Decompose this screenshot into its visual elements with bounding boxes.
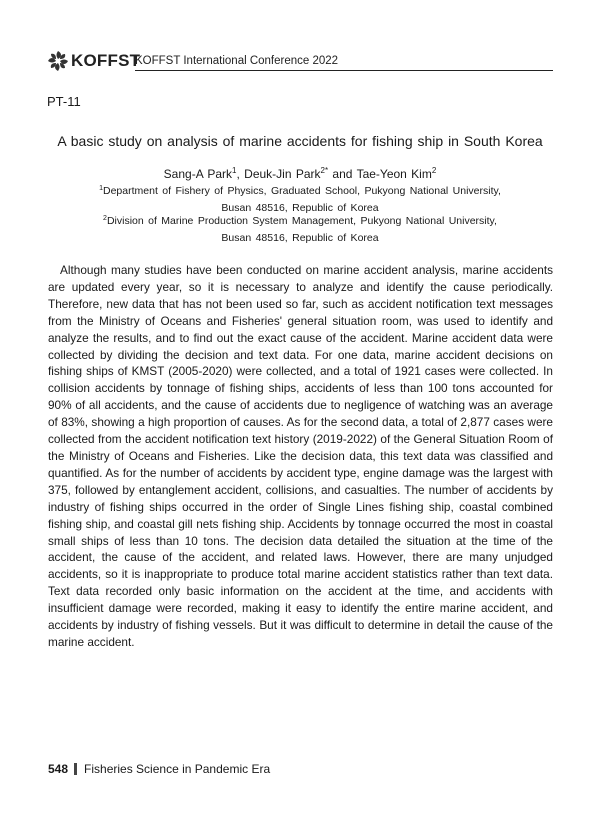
koffst-logo bbox=[47, 50, 140, 72]
affil-mark: 1 bbox=[99, 185, 103, 192]
affil-mark: 2 bbox=[103, 215, 107, 222]
book-title: Fisheries Science in Pandemic Era bbox=[84, 762, 271, 776]
footer-separator bbox=[74, 763, 77, 775]
author-list bbox=[0, 167, 600, 181]
author-separator: , bbox=[236, 167, 245, 181]
affil-line: Busan 48516, Republic of Korea bbox=[221, 231, 379, 244]
paper-title: A basic study on analysis of marine accidents for fishing ship in South Korea bbox=[57, 133, 543, 149]
paper-code: PT-11 bbox=[47, 94, 81, 109]
affil-line: Division of Marine Production System Management, Pukyong National University, bbox=[106, 215, 497, 227]
author-name: Tae-Yeon Kim bbox=[356, 167, 432, 181]
author-name: Deuk-Jin Park bbox=[244, 167, 321, 181]
author-name: Sang-A Park bbox=[163, 167, 233, 181]
affil-line: Busan 48516, Republic of Korea bbox=[221, 201, 379, 214]
conference-name: KOFFST International Conference 2022 bbox=[135, 55, 339, 67]
logo-text: KOFFST bbox=[71, 51, 141, 70]
page-footer bbox=[48, 762, 270, 776]
page-number: 548 bbox=[48, 762, 69, 776]
author-affil-mark: 1 bbox=[232, 166, 237, 175]
header-rule bbox=[135, 70, 553, 71]
koffst-logo-icon bbox=[47, 50, 69, 72]
abstract-body: Although many studies have been conducted on marine accident analysis, marine accidents are updated every year, so it is necessary to analyze and identify the cause periodically. Therefore, new data that has not been used so far, such as accident notification text messages from the Ministry of Oceans and Fisheries' general situation room, was used to identify and analyze the results, and to find out the exact cause of the accident. Marine accident data were collected by dividing the decision and text data. For one data, marine accident decisions on fishing ships of KMST (2005-2020) were collected, and a total of 1921 cases were collected. In collision accidents by tonnage of fishing ships, accidents of less than 100 tons accounted for 90% of all accidents, and the cause of accidents due to negligence of watching was an average of 83%, showing a high proportion of causes. As for the second data, a total of 2,877 cases were collected from the accident notification text history (2019-2022) of the General Situation Room of the Ministry of Oceans and Fisheries. Like the decision data, this text data was classified and quantified. As for the number of accidents by accident type, engine damage was the largest with 375, followed by entanglement accident, collisions, and casualties. The number of accidents by industry of fishing ships occurred in the order of Single Lines fishing ship, coastal combined fishing ship, and coastal gill nets fishing ship. Accidents by tonnage occurred the most in coastal small ships of less than 10 tons. The decision data detailed the situation at the time of the accident, the cause of the accident, and related laws. However, there are many unjudged accidents, so it is inappropriate to produce total marine accident statistics rather than text data. Text data recorded only basic information on the accident at the time, and accidents with insufficient damage were recorded, making it easy to identify the entire marine accident, and accidents by industry of fishing vessels. But it was difficult to determine in detail the cause of the marine accident. bbox=[48, 263, 553, 649]
affil-line: Department of Fishery of Physics, Graduated School, Pukyong National University, bbox=[103, 185, 501, 197]
affiliation-1 bbox=[0, 183, 600, 216]
affiliation-2 bbox=[0, 213, 600, 246]
author-affil-mark: 2* bbox=[320, 166, 329, 175]
author-separator: and bbox=[328, 167, 357, 181]
page-header bbox=[47, 50, 553, 72]
author-affil-mark: 2 bbox=[431, 166, 437, 175]
